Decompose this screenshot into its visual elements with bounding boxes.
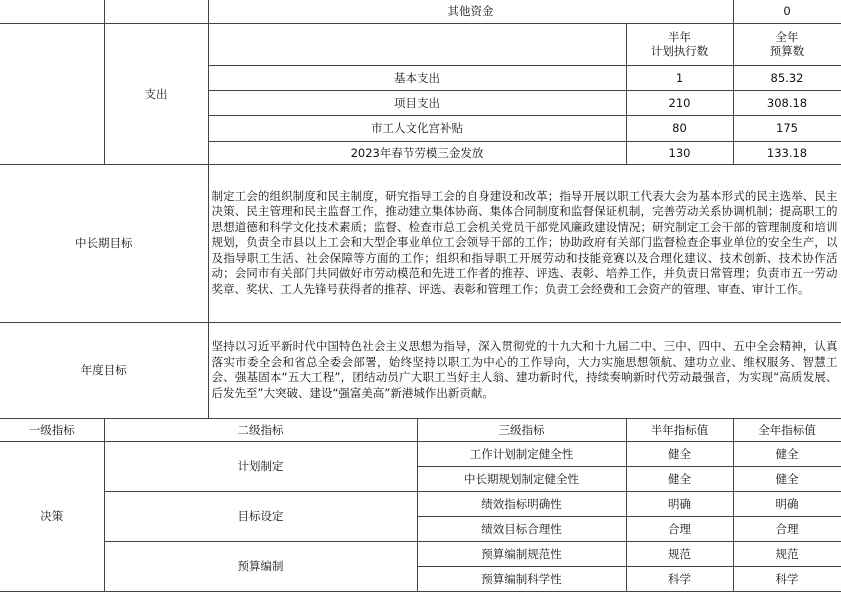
expense-header-full xyxy=(733,23,841,65)
indicator-header-row xyxy=(0,418,841,441)
indicator-half: 健全 xyxy=(626,466,733,491)
indicator-level3: 绩效目标合理性 xyxy=(417,516,626,541)
expense-row-label: 项目支出 xyxy=(208,90,626,115)
expense-label: 支出 xyxy=(104,23,208,164)
header-half: 半年指标值 xyxy=(626,418,733,441)
annual-goal-text: 坚持以习近平新时代中国特色社会主义思想为指导，深入贯彻党的十九大和十九届二中、三中、四中、五中全会精神，认真落实市委全会和省总全委会部署，始终坚持以职工为中心的工作导向，大力实施思想领航、建功立业、维权服务、智慧工会、强基固本“五大工程”，团结动员广大职工当好主人翁、建功新时代，持续奏响新时代劳动最强音，为实现“高质发展、后发先至”大突破、建设“强富美高”新港城作出新贡献。 xyxy=(208,322,841,418)
long-term-goal-row xyxy=(0,164,841,322)
indicator-full: 规范 xyxy=(733,541,841,566)
expense-row-half: 210 xyxy=(626,90,733,115)
indicator-full: 明确 xyxy=(733,491,841,516)
expense-row-half: 1 xyxy=(626,65,733,90)
indicator-row xyxy=(0,491,841,516)
indicator-full: 健全 xyxy=(733,441,841,466)
blank-cell xyxy=(0,23,104,164)
header-level1: 一级指标 xyxy=(0,418,104,441)
indicator-level2: 目标设定 xyxy=(104,491,417,541)
other-funds-label: 其他资金 xyxy=(208,0,733,23)
annual-goal-row xyxy=(0,322,841,418)
indicator-level3: 绩效指标明确性 xyxy=(417,491,626,516)
header-full: 全年指标值 xyxy=(733,418,841,441)
other-funds-row xyxy=(0,0,841,23)
indicator-half: 合理 xyxy=(626,516,733,541)
blank-cell xyxy=(208,23,626,65)
blank-cell xyxy=(0,0,104,23)
indicator-level3: 中长期规划制定健全性 xyxy=(417,466,626,491)
expense-row-label: 市工人文化宫补贴 xyxy=(208,115,626,141)
indicator-full: 合理 xyxy=(733,516,841,541)
blank-cell xyxy=(104,0,208,23)
indicator-level2: 计划制定 xyxy=(104,441,417,491)
expense-row-label: 基本支出 xyxy=(208,65,626,90)
indicator-level2: 预算编制 xyxy=(104,541,417,591)
other-funds-value: 0 xyxy=(733,0,841,23)
expense-row-full: 133.18 xyxy=(733,141,841,164)
indicator-half: 明确 xyxy=(626,491,733,516)
indicator-half: 规范 xyxy=(626,541,733,566)
expense-header-full-text: 全年 预算数 xyxy=(769,30,805,58)
indicator-level3: 预算编制规范性 xyxy=(417,541,626,566)
indicator-level3: 工作计划制定健全性 xyxy=(417,441,626,466)
expense-row-full: 175 xyxy=(733,115,841,141)
long-term-goal-label: 中长期目标 xyxy=(0,164,208,322)
indicator-level3: 预算编制科学性 xyxy=(417,566,626,591)
indicator-level1: 决策 xyxy=(0,441,104,591)
expense-header-half xyxy=(626,23,733,65)
expense-row-full: 85.32 xyxy=(733,65,841,90)
expense-header-row xyxy=(0,23,841,65)
header-level3: 三级指标 xyxy=(417,418,626,441)
indicator-half: 科学 xyxy=(626,566,733,591)
expense-row-full: 308.18 xyxy=(733,90,841,115)
expense-row-label: 2023年春节劳模三金发放 xyxy=(208,141,626,164)
expense-row-half: 80 xyxy=(626,115,733,141)
indicator-full: 健全 xyxy=(733,466,841,491)
long-term-goal-text: 制定工会的组织制度和民主制度，研究指导工会的自身建设和改革；指导开展以职工代表大会为基本形式的民主选举、民主决策、民主管理和民主监督工作，推动建立集体协商、集体合同制度和监督保证机制，完善劳动关系协调机制；提高职工的思想道德和科学文化技术素质；监督、检查市总工会机关党员干部党风廉政建设情况；研究制定工会干部的管理制度和培训规划，负责全市县以上工会和大型企事业单位工会领导干部的工作；协助政府有关部门监督检查企事业单位的安全生产，以及指导职工生活、社会保障等方面的工作；组织和指导职工开展劳动和技能竞赛以及合理化建议、技术创新、技术协作活动；会同市有关部门共同做好市劳动模范和先进工作者的推荐、评选、表彰、培养工作，并负责日常管理；负责市五一劳动奖章、奖状、工人先锋号获得者的推荐、评选、表彰和管理工作；负责工会经费和工会资产的管理、审查、审计工作。 xyxy=(208,164,841,322)
header-level2: 二级指标 xyxy=(104,418,417,441)
annual-goal-label: 年度目标 xyxy=(0,322,208,418)
indicator-row xyxy=(0,441,841,466)
indicator-full: 科学 xyxy=(733,566,841,591)
indicator-half: 健全 xyxy=(626,441,733,466)
expense-header-half-text: 半年 计划执行数 xyxy=(650,30,709,58)
expense-row-half: 130 xyxy=(626,141,733,164)
indicator-row xyxy=(0,541,841,566)
